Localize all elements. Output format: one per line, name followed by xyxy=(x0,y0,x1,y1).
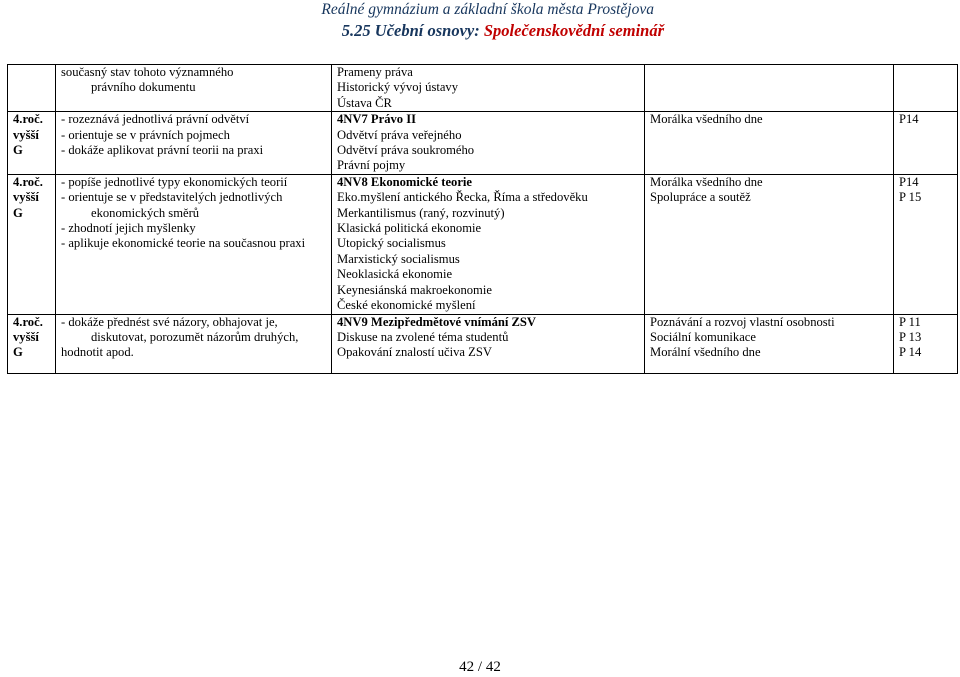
topic-line: České ekonomické myšlení xyxy=(337,298,476,313)
refs-cell xyxy=(894,65,958,112)
themes-cell xyxy=(645,314,894,373)
topic-line: Neoklasická ekonomie xyxy=(337,267,453,282)
theme-line: Poznávání a rozvoj vlastní osobnosti xyxy=(650,314,835,329)
ref-line: P 13 xyxy=(899,329,922,344)
outcome-line: - dokáže přednést své názory, obhajovat je, xyxy=(61,314,278,329)
outcome-line: diskutovat, porozumět názorům druhých, xyxy=(91,329,299,344)
topics-cell xyxy=(332,112,645,175)
outcome-line: hodnotit apod. xyxy=(61,345,134,360)
topic-title: 4NV7 Právo II xyxy=(337,112,417,127)
topics-cell xyxy=(332,314,645,373)
theme-line: Morální všedního dne xyxy=(650,345,761,360)
themes-cell xyxy=(645,65,894,112)
year-label: G xyxy=(13,345,23,360)
outcome-line: současný stav tohoto významného xyxy=(61,65,234,79)
year-label: 4.roč. xyxy=(13,314,43,329)
table-row xyxy=(8,112,958,175)
themes-cell xyxy=(645,174,894,314)
year-cell xyxy=(8,174,56,314)
topic-line: Prameny práva xyxy=(337,65,413,79)
topic-line: Utopický socialismus xyxy=(337,236,446,251)
topic-line: Klasická politická ekonomie xyxy=(337,221,482,236)
outcome-line: - aplikuje ekonomické teorie na současnou praxi xyxy=(61,236,306,251)
outcomes-cell xyxy=(56,65,332,112)
year-label: vyšší xyxy=(13,190,39,205)
year-label: G xyxy=(13,143,23,158)
year-label: 4.roč. xyxy=(13,112,43,127)
subject-title xyxy=(342,21,664,41)
refs-cell xyxy=(894,174,958,314)
topics-cell xyxy=(332,65,645,112)
ref-line: P14 xyxy=(899,174,919,189)
theme-line: Morálka všedního dne xyxy=(650,174,763,189)
outcomes-cell xyxy=(56,112,332,175)
school-name: Reálné gymnázium a základní škola města Prostějova xyxy=(321,1,654,18)
topic-line: Ústava ČR xyxy=(337,95,392,110)
ref-line: P 14 xyxy=(899,345,922,360)
topic-line: Odvětví práva soukromého xyxy=(337,143,475,158)
year-cell xyxy=(8,314,56,373)
topic-line: Merkantilismus (raný, rozvinutý) xyxy=(337,205,505,220)
theme-line: Spolupráce a soutěž xyxy=(650,190,751,205)
topics-cell xyxy=(332,174,645,314)
page-header xyxy=(0,0,960,44)
ref-line: P 11 xyxy=(899,314,921,329)
topic-line: Opakování znalostí učiva ZSV xyxy=(337,345,492,360)
theme-line: Sociální komunikace xyxy=(650,329,756,344)
topic-line: Diskuse na zvolené téma studentů xyxy=(337,329,509,344)
ref-line: P 15 xyxy=(899,190,922,205)
outcome-line: - orientuje se v právních pojmech xyxy=(61,127,230,142)
themes-cell xyxy=(645,112,894,175)
year-label: G xyxy=(13,205,23,220)
subject-name: Společenskovědní seminář xyxy=(483,21,664,40)
table-row xyxy=(8,65,958,112)
topic-line: Eko.myšlení antického Řecka, Říma a středověku xyxy=(337,190,588,205)
curriculum-table xyxy=(7,64,958,374)
outcome-line: - dokáže aplikovat právní teorii na praxi xyxy=(61,143,264,158)
outcome-line: - rozeznává jednotlivá právní odvětví xyxy=(61,112,250,127)
topic-title: 4NV9 Mezipředmětové vnímání ZSV xyxy=(337,314,537,329)
theme-line: Morálka všedního dne xyxy=(650,112,763,127)
outcomes-cell xyxy=(56,314,332,373)
topic-line: Marxistický socialismus xyxy=(337,251,460,266)
outcome-line: - popíše jednotlivé typy ekonomických teorií xyxy=(61,174,288,189)
year-cell xyxy=(8,112,56,175)
outcomes-cell xyxy=(56,174,332,314)
topic-line: Odvětví práva veřejného xyxy=(337,127,462,142)
ref-line: P14 xyxy=(899,112,919,127)
outcome-line: ekonomických směrů xyxy=(91,205,200,220)
refs-cell xyxy=(894,112,958,175)
year-label: 4.roč. xyxy=(13,174,43,189)
topic-line: Historický vývoj ústavy xyxy=(337,80,459,95)
year-cell xyxy=(8,65,56,112)
table-row xyxy=(8,314,958,373)
outcome-line: právního dokumentu xyxy=(91,80,196,95)
topic-line: Keynesiánská makroekonomie xyxy=(337,282,492,297)
year-label: vyšší xyxy=(13,329,39,344)
page-number: 42 / 42 xyxy=(459,659,501,675)
topic-line: Právní pojmy xyxy=(337,158,406,173)
year-label: vyšší xyxy=(13,127,39,142)
table-row xyxy=(8,174,958,314)
outcome-line: - orientuje se v představitelých jednotlivých xyxy=(61,190,283,205)
topic-title: 4NV8 Ekonomické teorie xyxy=(337,174,473,189)
subject-label: 5.25 Učební osnovy: xyxy=(341,21,484,40)
outcome-line: - zhodnotí jejich myšlenky xyxy=(61,221,196,236)
refs-cell xyxy=(894,314,958,373)
